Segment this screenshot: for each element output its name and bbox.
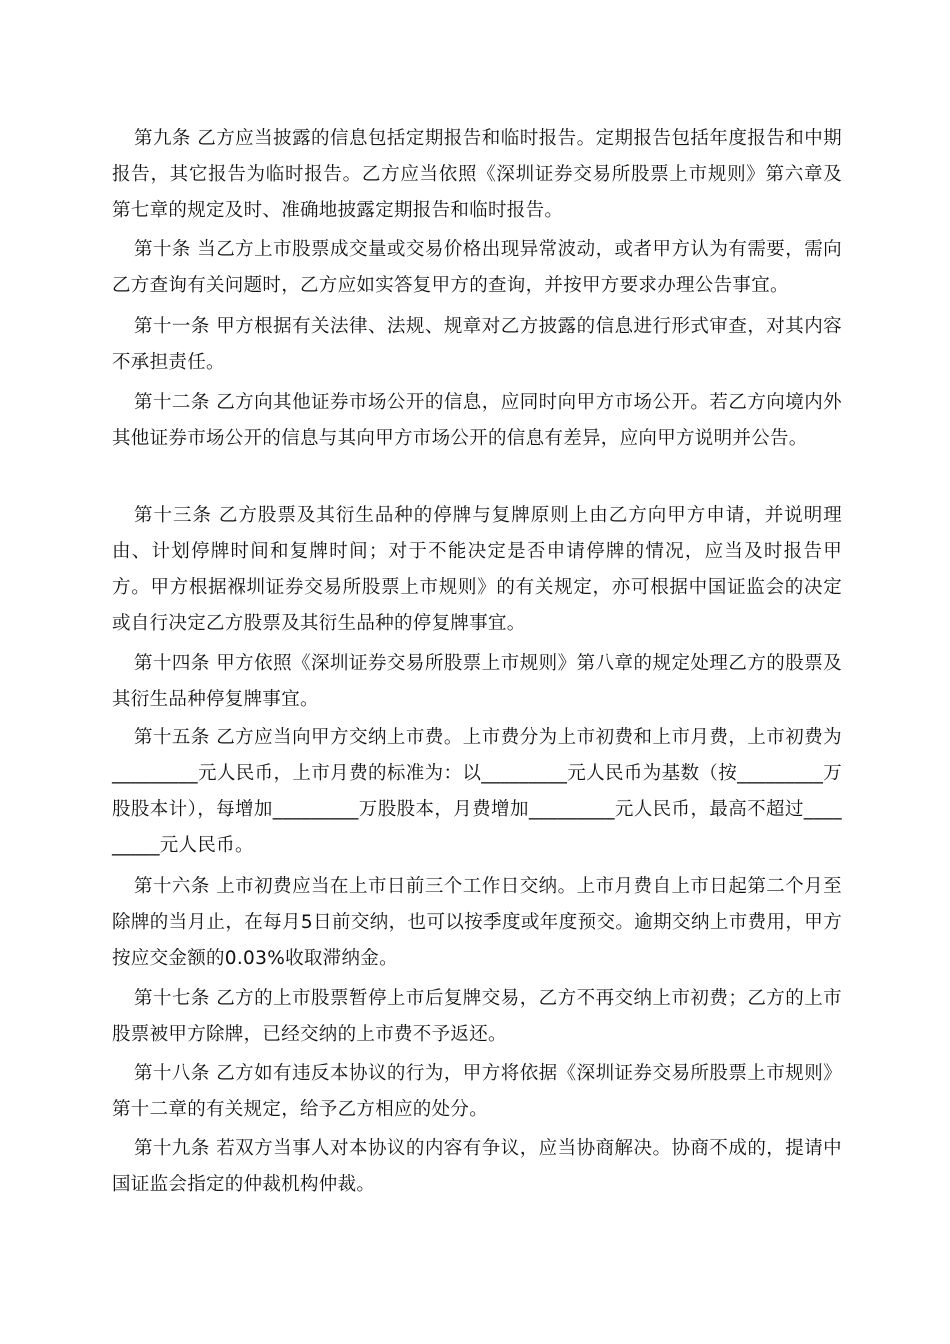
article-16-paragraph: 第十六条 上市初费应当在上市日前三个工作日交纳。上市月费自上市日起第二个月至除牌的当月止，在每月5日前交纳，也可以按季度或年度预交。逾期交纳上市费用，甲方按应交金额的0.03%收取滞纳金。	[112, 876, 842, 969]
article-9-paragraph: 第九条 乙方应当披露的信息包括定期报告和临时报告。定期报告包括年度报告和中期报告，其它报告为临时报告。乙方应当依照《深圳证券交易所股票上市规则》第六章及第七章的规定及时、准确地披露定期报告和临时报告。	[112, 128, 842, 221]
article-12-paragraph: 第十二条 乙方向其他证券市场公开的信息，应同时向甲方市场公开。若乙方向境内外其他证券市场公开的信息与其向甲方市场公开的信息有差异，应向甲方说明并公告。	[112, 392, 842, 449]
article-14-paragraph: 第十四条 甲方依照《深圳证券交易所股票上市规则》第八章的规定处理乙方的股票及其衍生品种停复牌事宜。	[112, 653, 842, 710]
article-17-paragraph: 第十七条 乙方的上市股票暂停上市后复牌交易，乙方不再交纳上市初费；乙方的上市股票被甲方除牌，已经交纳的上市费不予返还。	[112, 988, 842, 1045]
article-18-paragraph: 第十八条 乙方如有违反本协议的行为，甲方将依据《深圳证券交易所股票上市规则》第十二章的有关规定，给予乙方相应的处分。	[112, 1063, 842, 1120]
article-19-paragraph: 第十九条 若双方当事人对本协议的内容有争议，应当协商解决。协商不成的，提请中国证监会指定的仲裁机构仲裁。	[112, 1138, 842, 1195]
article-13-paragraph: 第十三条 乙方股票及其衍生品种的停牌与复牌原则上由乙方向甲方申请，并说明理由、计划停牌时间和复牌时间；对于不能决定是否申请停牌的情况，应当及时报告甲方。甲方根据褓圳证券交易所股票上市规则》的有关规定，亦可根据中国证监会的决定或自行决定乙方股票及其衍生品种的停复牌事宜。	[112, 505, 842, 634]
article-15-paragraph: 第十五条 乙方应当向甲方交纳上市费。上市费分为上市初费和上市月费，上市初费为_________元人民币，上市月费的标准为：以_________元人民币为基数（按_________万股股本计），每增加_________万股股本，月费增加_________元人民币，最高不超过_________元人民币。	[112, 727, 842, 856]
article-11-paragraph: 第十一条 甲方根据有关法律、法规、规章对乙方披露的信息进行形式审查，对其内容不承担责任。	[112, 316, 842, 373]
article-10-paragraph: 第十条 当乙方上市股票成交量或交易价格出现异常波动，或者甲方认为有需要，需向乙方查询有关问题时，乙方应如实答复甲方的查询，并按甲方要求办理公告事宜。	[112, 239, 842, 296]
